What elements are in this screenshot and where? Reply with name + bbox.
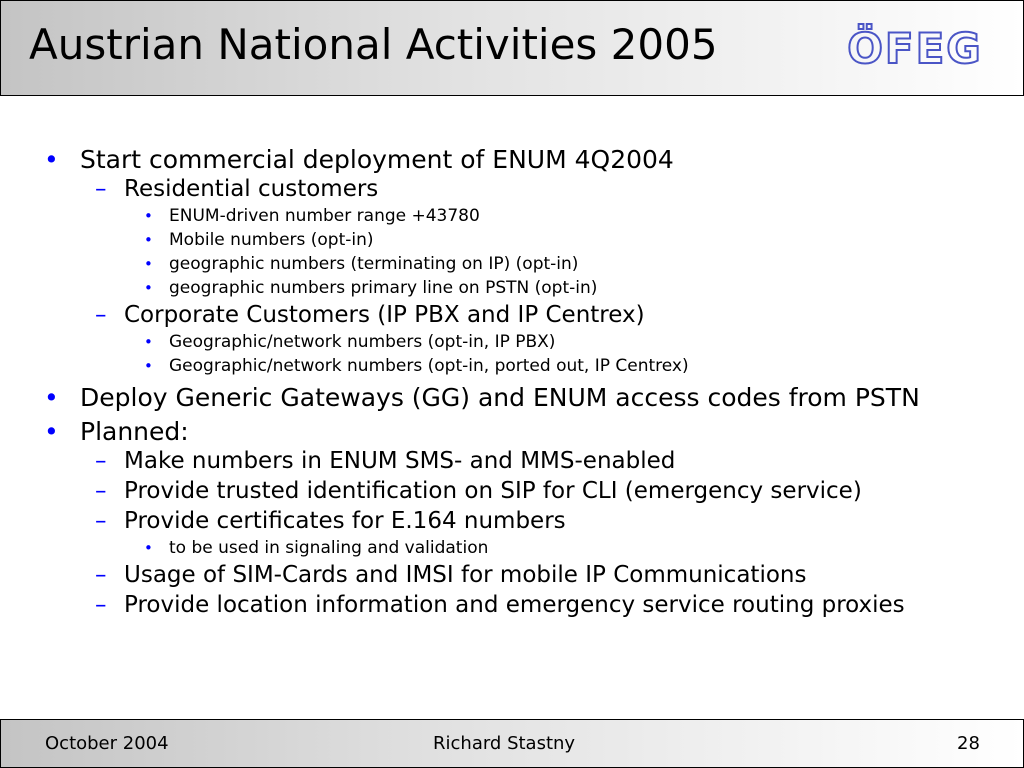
dash-marker: – xyxy=(95,592,107,618)
bullet-marker: • xyxy=(144,279,153,297)
slide-footer xyxy=(0,719,1024,768)
sub-bullet-location-information xyxy=(0,590,1024,620)
bullet-marker: • xyxy=(144,255,153,273)
sub-bullet-residential xyxy=(0,174,1024,204)
sub-bullet-text: Provide certificates for E.164 numbers xyxy=(124,508,566,534)
dash-marker: – xyxy=(95,562,107,588)
sub-bullet-text: Usage of SIM-Cards and IMSI for mobile IP Communications xyxy=(124,562,807,588)
list-item xyxy=(0,536,1024,560)
bullet-commercial-deployment xyxy=(0,146,1024,174)
sub-bullet-certificates xyxy=(0,506,1024,536)
list-item-text: geographic numbers primary line on PSTN (opt-in) xyxy=(169,278,598,298)
dash-marker: – xyxy=(95,448,107,474)
dash-marker: – xyxy=(95,478,107,504)
list-item xyxy=(0,204,1024,228)
slide-title: Austrian National Activities 2005 xyxy=(29,20,718,69)
bullet-text: Planned: xyxy=(80,417,189,446)
bullet-text: Start commercial deployment of ENUM 4Q2004 xyxy=(80,145,674,174)
bullet-planned xyxy=(0,418,1024,446)
sub-bullet-text: Make numbers in ENUM SMS- and MMS-enabled xyxy=(124,448,676,474)
sub-bullet-sms-mms xyxy=(0,446,1024,476)
list-item xyxy=(0,330,1024,354)
bullet-marker: • xyxy=(44,145,59,174)
sub-bullet-text: Provide trusted identification on SIP for CLI (emergency service) xyxy=(124,478,862,504)
slide-header xyxy=(0,0,1024,96)
bullet-text: Deploy Generic Gateways (GG) and ENUM access codes from PSTN xyxy=(80,383,920,412)
list-item-text: Geographic/network numbers (opt-in, IP PBX) xyxy=(169,332,556,352)
sub-bullet-text: Residential customers xyxy=(124,176,379,202)
bullet-marker: • xyxy=(44,383,59,412)
list-item xyxy=(0,354,1024,378)
page-number: 28 xyxy=(957,733,980,754)
sub-bullet-corporate xyxy=(0,300,1024,330)
ofeg-logo xyxy=(827,23,1003,69)
footer-date: October 2004 xyxy=(45,733,169,754)
sub-bullet-text: Corporate Customers (IP PBX and IP Centrex) xyxy=(124,302,645,328)
dash-marker: – xyxy=(95,302,107,328)
sub-bullet-sim-cards xyxy=(0,560,1024,590)
list-item xyxy=(0,228,1024,252)
bullet-marker: • xyxy=(144,207,153,225)
dash-marker: – xyxy=(95,508,107,534)
list-item xyxy=(0,252,1024,276)
bullet-marker: • xyxy=(144,231,153,249)
logo-text: ÖFEG xyxy=(847,24,983,69)
sub-bullet-text: Provide location information and emergency service routing proxies xyxy=(124,592,905,618)
list-item xyxy=(0,276,1024,300)
slide-body xyxy=(0,140,1024,620)
list-item-text: Mobile numbers (opt-in) xyxy=(169,230,374,250)
list-item-text: to be used in signaling and validation xyxy=(169,538,489,558)
footer-author: Richard Stastny xyxy=(433,733,576,754)
bullet-marker: • xyxy=(144,539,153,557)
bullet-generic-gateways xyxy=(0,384,980,412)
list-item-text: ENUM-driven number range +43780 xyxy=(169,206,480,226)
dash-marker: – xyxy=(95,176,107,202)
list-item-text: Geographic/network numbers (opt-in, ported out, IP Centrex) xyxy=(169,356,689,376)
bullet-marker: • xyxy=(144,357,153,375)
bullet-marker: • xyxy=(44,417,59,446)
sub-bullet-trusted-identification xyxy=(0,476,1024,506)
list-item-text: geographic numbers (terminating on IP) (opt-in) xyxy=(169,254,579,274)
bullet-marker: • xyxy=(144,333,153,351)
